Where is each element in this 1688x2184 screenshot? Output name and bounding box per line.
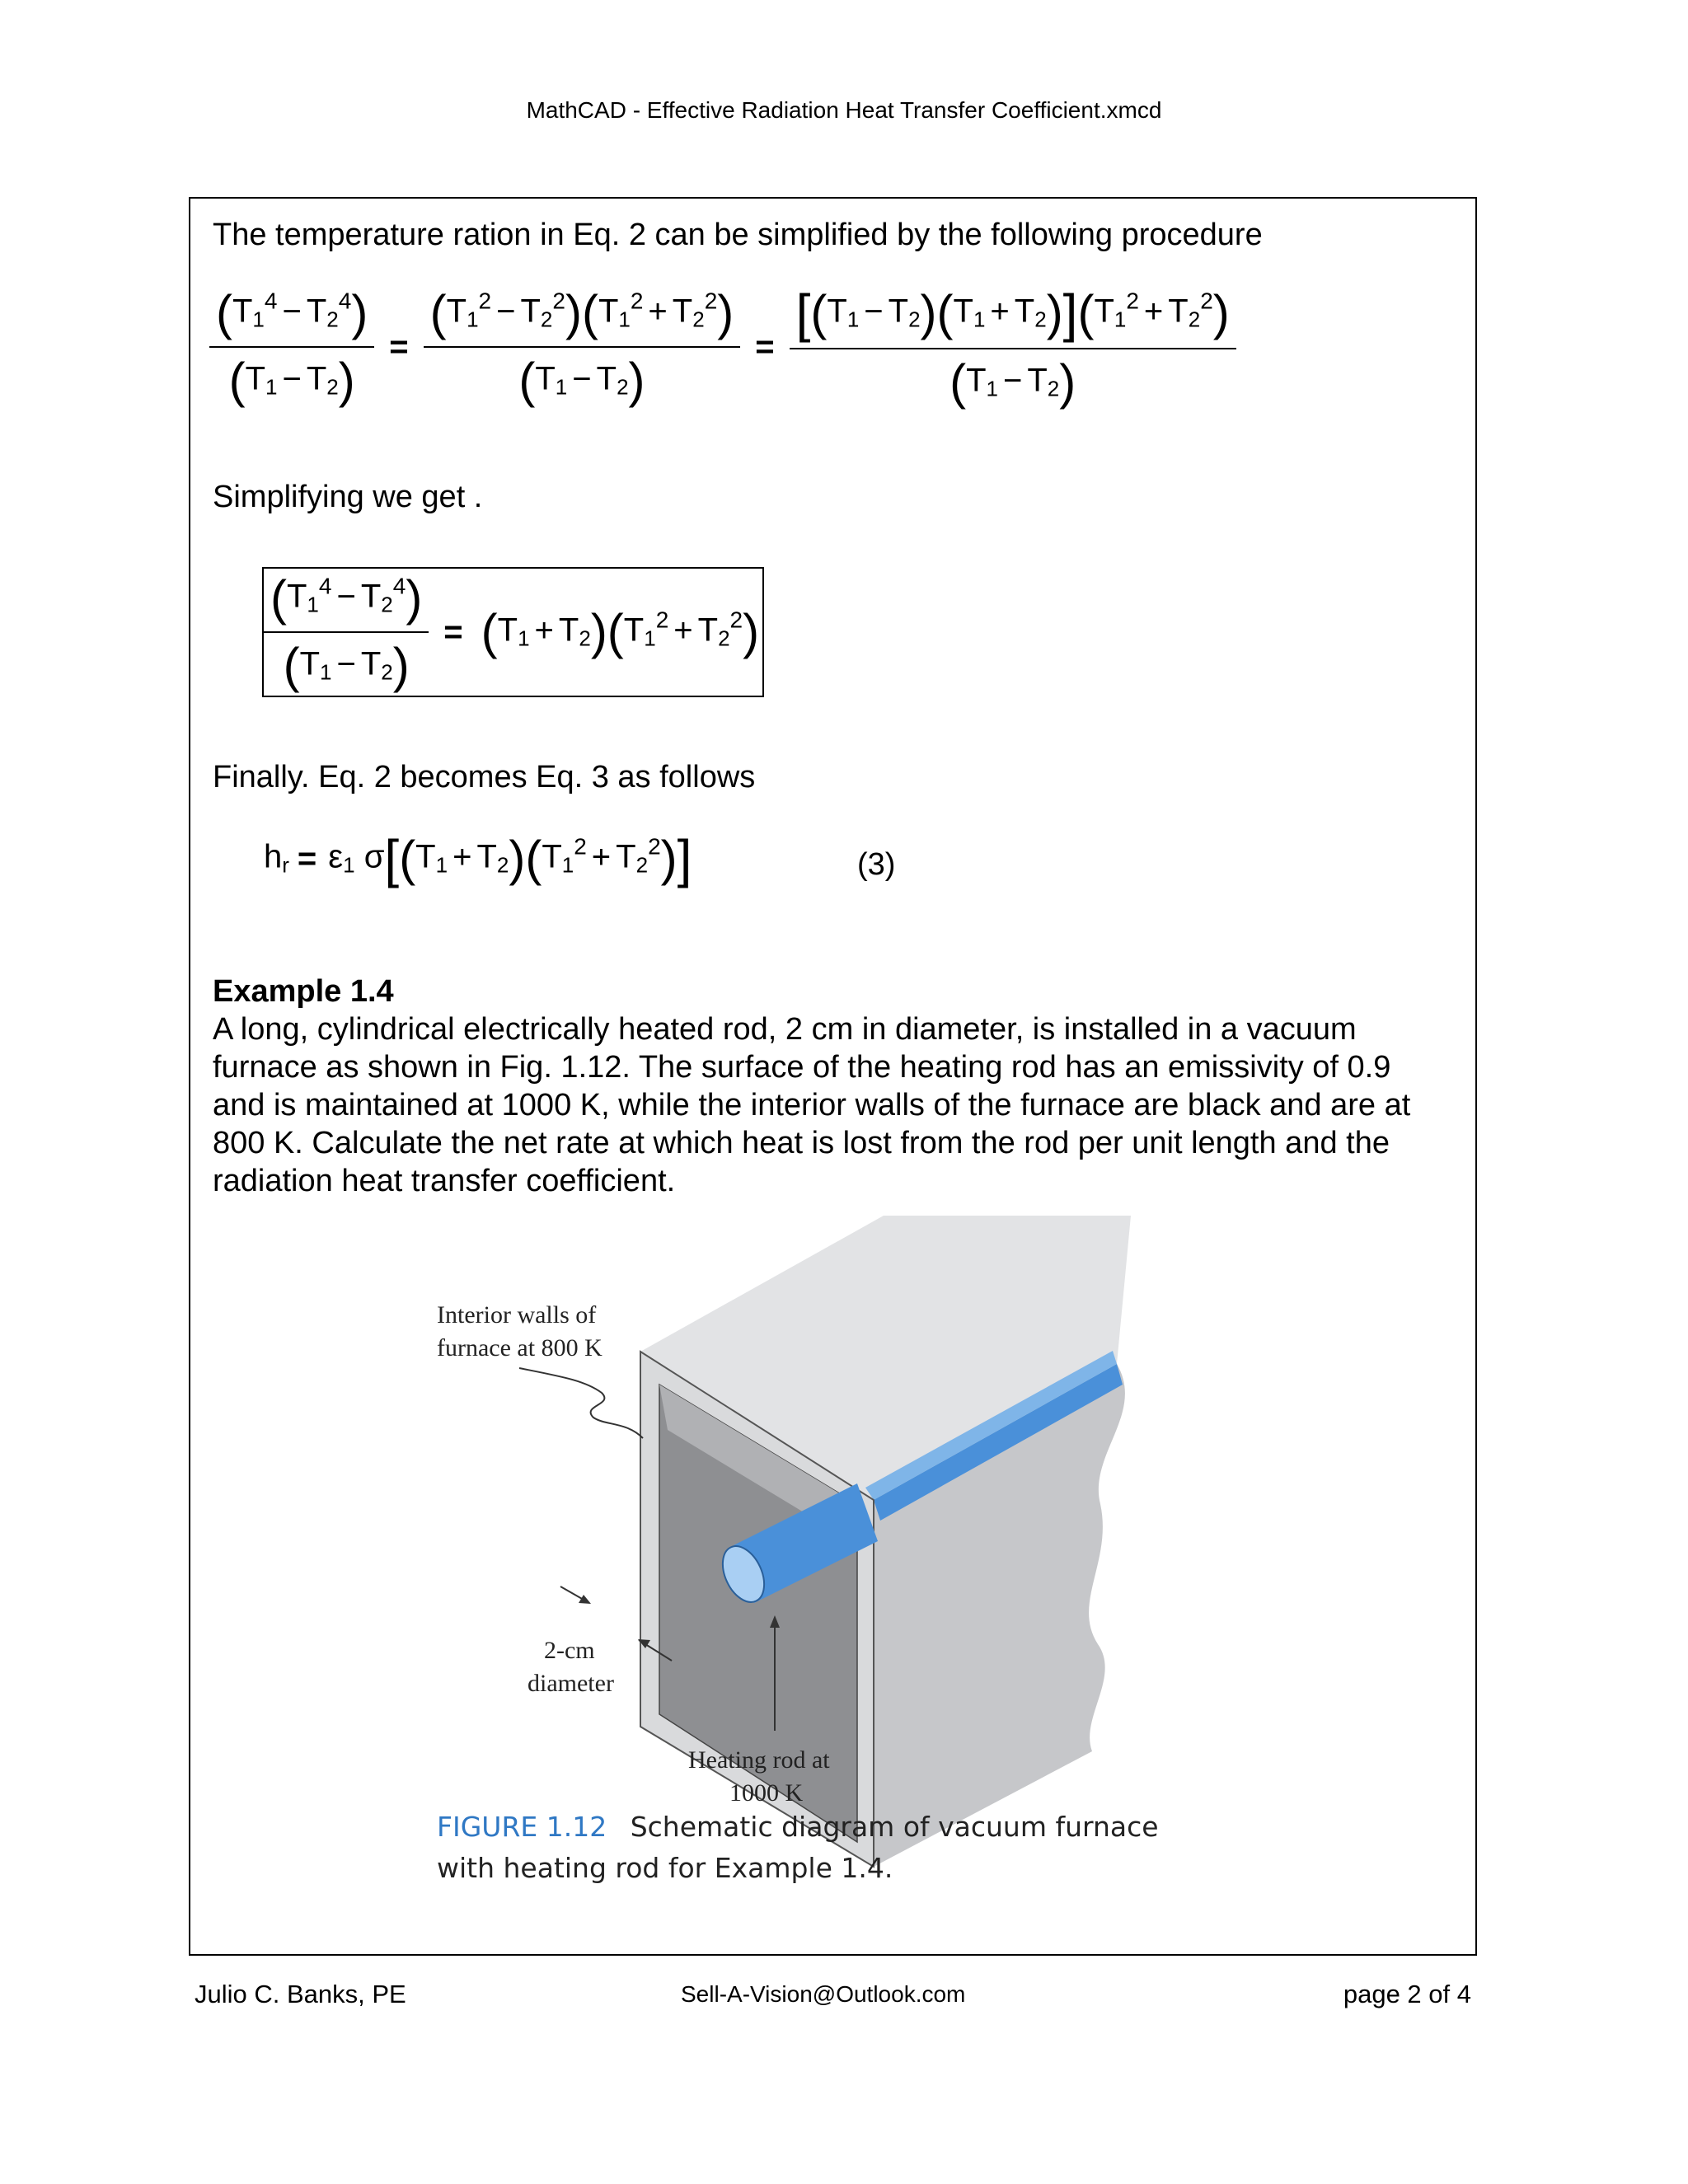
label-walls-1: Interior walls of xyxy=(437,1301,597,1329)
label-walls-2: furnace at 800 K xyxy=(437,1334,603,1361)
equation-3: $h_r = \varepsilon_1$ $\sigma[(T_1 + T_2)(T_1^2 + T_2^2)]$ xyxy=(264,829,692,888)
footer-email: Sell-A-Vision@Outlook.com xyxy=(681,1981,966,2007)
figure-caption xyxy=(437,1807,1159,1889)
footer-author: Julio C. Banks, PE xyxy=(195,1980,406,2008)
simplifying-text: Simplifying we get . xyxy=(213,480,483,514)
label-diam-1: 2-cm xyxy=(544,1637,595,1664)
example-text: A long, cylindrical electrically heated rod, 2 cm in diameter, is installed in a vacuum furnace as shown in Fig. 1.12. The surface of the heating rod has an emissivity of 0.9 and is maintained at 1000 K, while the interior walls of the furnace are black and are at 800 K. Calculate the net rate at which heat is lost from the rod per unit length and the radiation heat transfer coefficient. xyxy=(213,1012,1411,1198)
equation-temperature-ratio: $\frac{(T_1^4 - T_2^4)}{(T_1 - T_2)}$ = $\frac{(T_1^2 - T_2^2)(T_1^2 + T_2^2)}{(T_1 - T_2)}$ = $\frac{[(T_1 - T_2)(T_1 + T_2)](T_1^2 + T_2^2)}{(T_1 - T_2)}$ xyxy=(213,287,1233,407)
caption-line1: Schematic diagram of vacuum furnace xyxy=(630,1811,1159,1843)
label-rod-1: Heating rod at xyxy=(688,1746,830,1774)
intro-text: The temperature ration in Eq. 2 can be simplified by the following procedure xyxy=(213,218,1263,252)
caption-number: FIGURE 1.12 xyxy=(437,1811,607,1843)
label-rod-2: 1000 K xyxy=(729,1779,804,1807)
example-title: Example 1.4 xyxy=(213,974,394,1009)
walls-leader xyxy=(519,1368,643,1438)
caption-line2: with heating rod for Example 1.4. xyxy=(437,1852,893,1884)
footer-page: page 2 of 4 xyxy=(1343,1980,1471,2008)
finally-text: Finally. Eq. 2 becomes Eq. 3 as follows xyxy=(213,760,756,794)
page-header: MathCAD - Effective Radiation Heat Transfer Coefficient.xmcd xyxy=(526,97,1162,123)
equation-simplified-boxed: $\frac{(T_1^4 - T_2^4)}{(T_1 - T_2)}$ = $(T_1 + T_2)(T_1^2 + T_2^2)$ xyxy=(262,567,764,697)
equation-3-number: (3) xyxy=(857,847,896,882)
figure-vacuum-furnace xyxy=(429,1216,1170,1908)
label-diam-2: diameter xyxy=(528,1670,614,1697)
